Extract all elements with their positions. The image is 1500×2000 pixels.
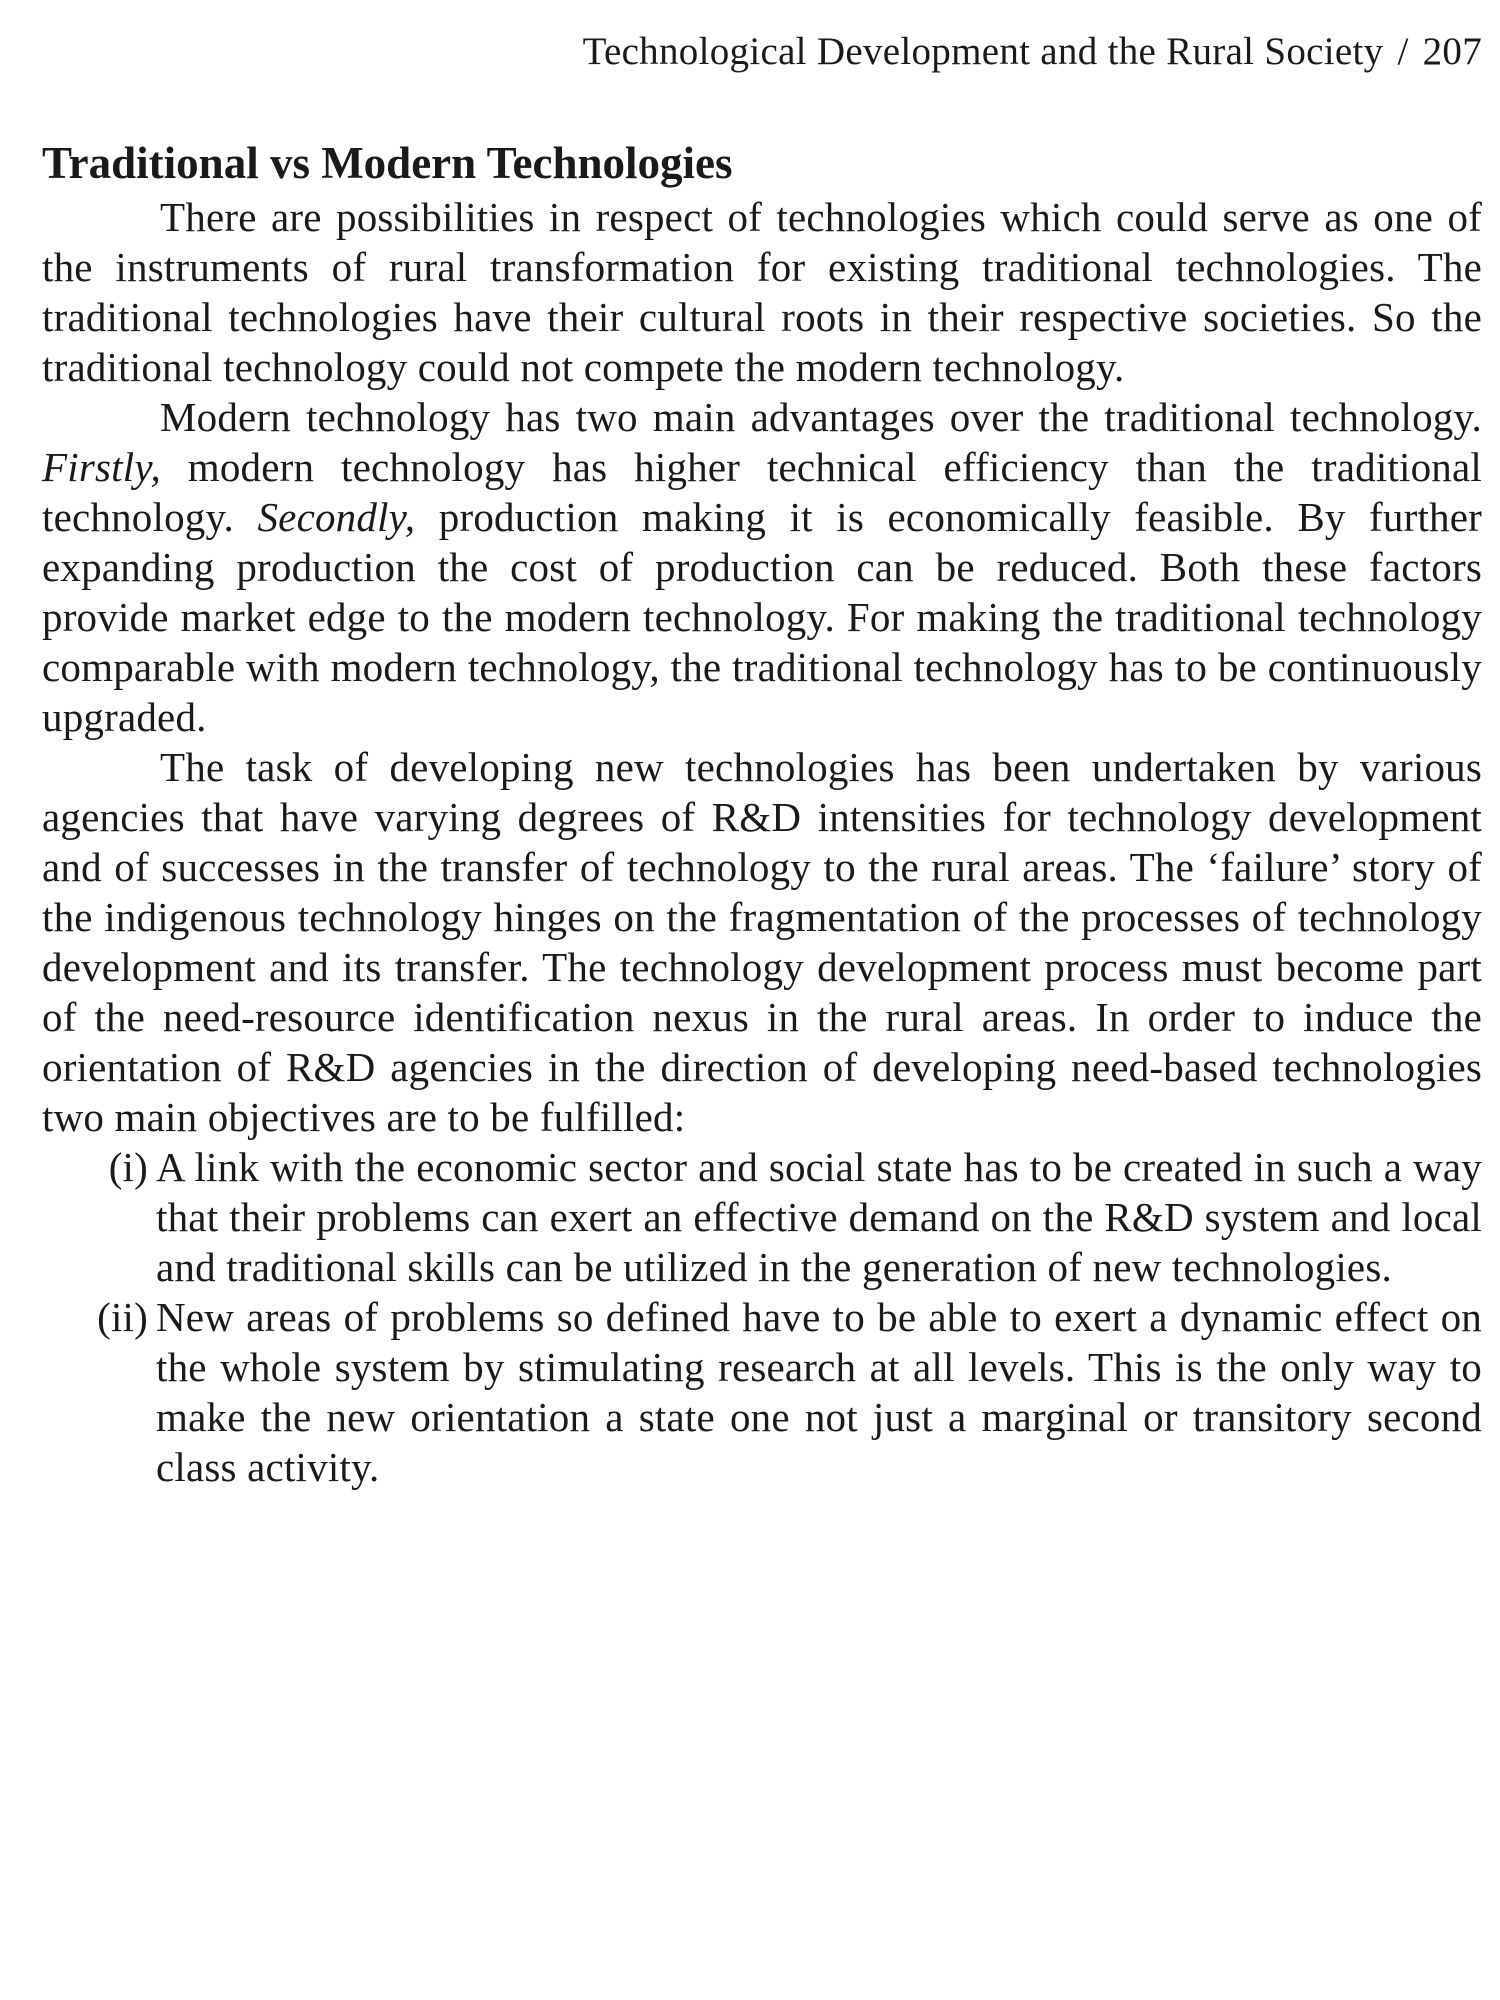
list-marker: (i) (108, 1144, 148, 1190)
objectives-list (42, 1142, 1482, 1492)
running-title: Technological Development and the Rural Society (582, 30, 1384, 73)
paragraph-2-part-c: production making it is economically feasible. By further expanding production the cost of production can be reduced. Both these factors provide market edge to the modern technology. For making the traditional technology comparable with modern technology, the traditional technology has to be continuously upgraded. (42, 494, 1483, 740)
list-item-text: A link with the economic sector and social state has to be created in such a way that their problems can exert an effective demand on the R&D system and local and traditional skills can be utilized in the generation of new technologies. (156, 1144, 1482, 1290)
book-page (42, 22, 1482, 1492)
paragraph-3: The task of developing new technologies has been undertaken by various agencies that have varying degrees of R&D intensities for technology development and of successes in the transfer of technology to the rural areas. The ‘failure’ story of the indigenous technology hinges on the fragmentation of the processes of technology development and its transfer. The technology development process must become part of the need-resource identification nexus in the rural areas. In order to induce the orientation of R&D agencies in the direction of developing need-based technologies two main objectives are to be fulfilled: (42, 744, 1482, 1140)
paragraph-2-part-a: Modern technology has two main advantages over the traditional technology. (160, 394, 1482, 440)
firstly-emphasis: Firstly, (42, 444, 161, 490)
page-number: 207 (1422, 30, 1482, 73)
list-marker: (ii) (97, 1294, 148, 1340)
section-heading: Traditional vs Modern Technologies (42, 138, 733, 188)
list-item-text: New areas of problems so defined have to be able to exert a dynamic effect on the whole system by stimulating research at all levels. This is the only way to make the new orientation a state one not just a marginal or transitory second class activity. (156, 1294, 1482, 1490)
list-item (42, 1142, 1482, 1292)
paragraph-1: There are possibilities in respect of technologies which could serve as one of the instruments of rural transformation for existing traditional technologies. The traditional technologies have their cultural roots in their respective societies. So the traditional technology could not compete the modern technology. (42, 194, 1482, 390)
list-item (42, 1292, 1482, 1492)
running-header (42, 22, 1482, 82)
paragraph-2-part-b: modern technology has higher technical efficiency than the traditional technology. (42, 444, 1482, 540)
paragraph-2 (42, 392, 1482, 742)
header-separator: / (1397, 30, 1409, 73)
secondly-emphasis: Secondly, (257, 494, 416, 540)
